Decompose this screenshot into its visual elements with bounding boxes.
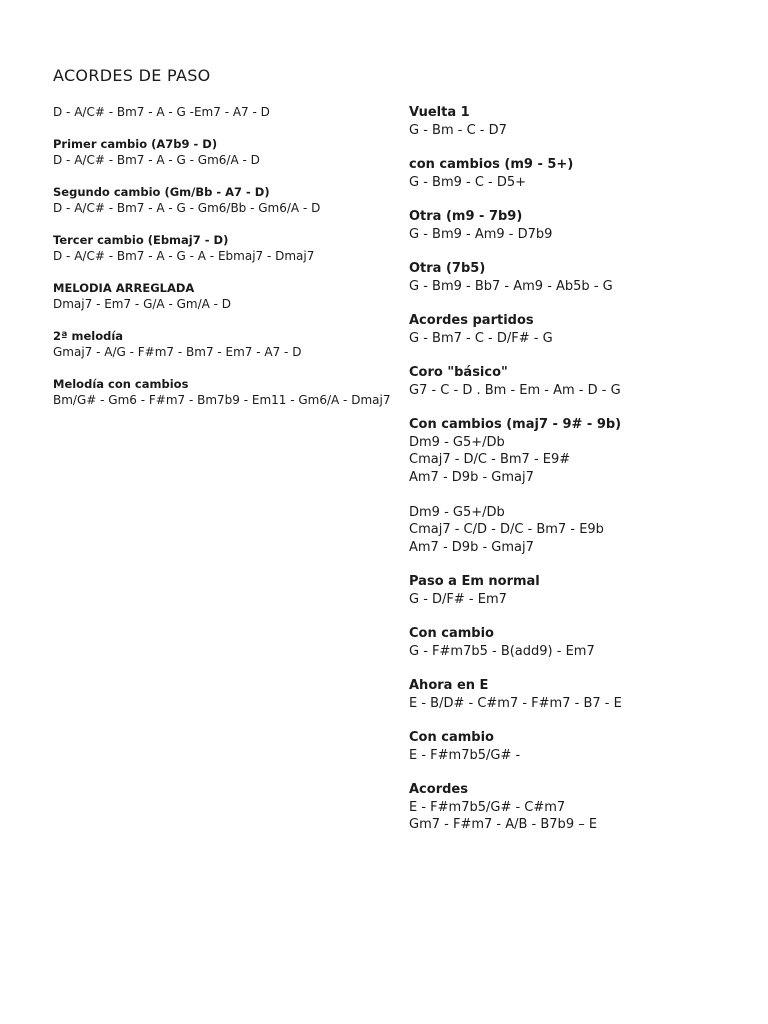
chord-progression: G - Bm - C - D7 — [409, 122, 507, 138]
chord-progression: E - B/D# - C#m7 - F#m7 - B7 - E — [409, 695, 622, 711]
section-heading: Coro "básico" — [409, 365, 508, 380]
chord-section-tercer-cambio-ebmaj7-d — [53, 232, 398, 264]
chord-progression: D - A/C# - Bm7 - A - G - Gm6/Bb - Gm6/A - D — [53, 201, 321, 215]
chord-section-acordes — [409, 781, 739, 834]
left-sections — [53, 136, 398, 408]
section-heading: Acordes — [409, 782, 468, 797]
chord-progression: Gm7 - F#m7 - A/B - B7b9 – E — [409, 817, 598, 832]
chord-progression: Gmaj7 - A/G - F#m7 - Bm7 - Em7 - A7 - D — [53, 345, 302, 359]
chord-progression: Cmaj7 - C/D - D/C - Bm7 - E9b — [409, 522, 604, 537]
chord-progression: Dm9 - G5+/Db — [409, 434, 505, 450]
blank-line — [409, 486, 739, 504]
chord-progression: D - A/C# - Bm7 - A - G - A - Ebmaj7 - Dmaj7 — [53, 249, 315, 263]
section-heading: Con cambio — [409, 626, 494, 641]
chord-section-ahora-en-e — [409, 677, 739, 712]
chord-section-coro-basico — [409, 364, 739, 399]
section-heading: Con cambios (maj7 - 9# - 9b) — [409, 417, 622, 432]
chord-progression: G - D/F# - Em7 — [409, 591, 507, 607]
section-heading: Melodía con cambios — [53, 377, 189, 391]
section-heading: Ahora en E — [409, 678, 489, 693]
chord-progression: G - F#m7b5 - B(add9) - Em7 — [409, 643, 595, 659]
section-heading: Con cambio — [409, 730, 494, 745]
section-heading: Otra (7b5) — [409, 261, 486, 276]
chord-section-otra-7b5 — [409, 260, 739, 295]
section-heading: Acordes partidos — [409, 313, 534, 328]
chord-section-con-cambios-maj7-9-9b — [409, 416, 739, 556]
page-title: ACORDES DE PASO — [53, 66, 211, 85]
chord-section-vuelta-1 — [409, 104, 739, 139]
chord-section-melodia-arreglada — [53, 280, 398, 312]
right-column — [409, 104, 739, 851]
chord-progression: D - A/C# - Bm7 - A - G - Gm6/A - D — [53, 153, 260, 167]
chord-section-melodia-con-cambios — [53, 376, 398, 408]
chord-progression: Dm9 - G5+/Db — [409, 504, 505, 520]
chord-section-2-melodia — [53, 328, 398, 360]
chord-progression: G - Bm9 - C - D5+ — [409, 174, 527, 190]
chord-progression: Cmaj7 - D/C - Bm7 - E9# — [409, 452, 571, 467]
chord-section-primer-cambio-a7b9-d — [53, 136, 398, 168]
left-column — [53, 104, 398, 424]
chord-section-con-cambio — [409, 729, 739, 764]
section-heading: Paso a Em normal — [409, 574, 540, 589]
chord-progression: Bm/G# - Gm6 - F#m7 - Bm7b9 - Em11 - Gm6/A - Dmaj7 — [53, 393, 391, 407]
section-heading: 2ª melodía — [53, 329, 124, 343]
chord-progression: Am7 - D9b - Gmaj7 — [409, 539, 534, 555]
chord-progression: G7 - C - D . Bm - Em - Am - D - G — [409, 382, 621, 398]
chord-progression: G - Bm9 - Bb7 - Am9 - Ab5b - G — [409, 278, 613, 294]
section-heading: con cambios (m9 - 5+) — [409, 157, 574, 172]
chord-section-con-cambios-m9-5 — [409, 156, 739, 191]
chord-section-con-cambio — [409, 625, 739, 660]
section-heading: MELODIA ARREGLADA — [53, 281, 195, 295]
chord-progression: G - Bm9 - Am9 - D7b9 — [409, 226, 553, 242]
chord-section-segundo-cambio-gm-bb-a7-d — [53, 184, 398, 216]
section-heading: Vuelta 1 — [409, 105, 470, 120]
chord-section-paso-a-em-normal — [409, 573, 739, 608]
right-sections — [409, 104, 739, 834]
chord-progression: E - F#m7b5/G# - — [409, 747, 521, 763]
chord-progression: G - Bm7 - C - D/F# - G — [409, 330, 553, 346]
chord-section-acordes-partidos — [409, 312, 739, 347]
section-heading: Segundo cambio (Gm/Bb - A7 - D) — [53, 185, 270, 199]
chord-progression: Am7 - D9b - Gmaj7 — [409, 469, 534, 485]
intro-progression: D - A/C# - Bm7 - A - G -Em7 - A7 - D — [53, 105, 270, 119]
section-heading: Tercer cambio (Ebmaj7 - D) — [53, 233, 229, 247]
section-heading: Primer cambio (A7b9 - D) — [53, 137, 218, 151]
chord-progression: Dmaj7 - Em7 - G/A - Gm/A - D — [53, 297, 232, 311]
chord-progression: E - F#m7b5/G# - C#m7 — [409, 799, 566, 815]
chord-section-otra-m9-7b9 — [409, 208, 739, 243]
section-heading: Otra (m9 - 7b9) — [409, 209, 523, 224]
